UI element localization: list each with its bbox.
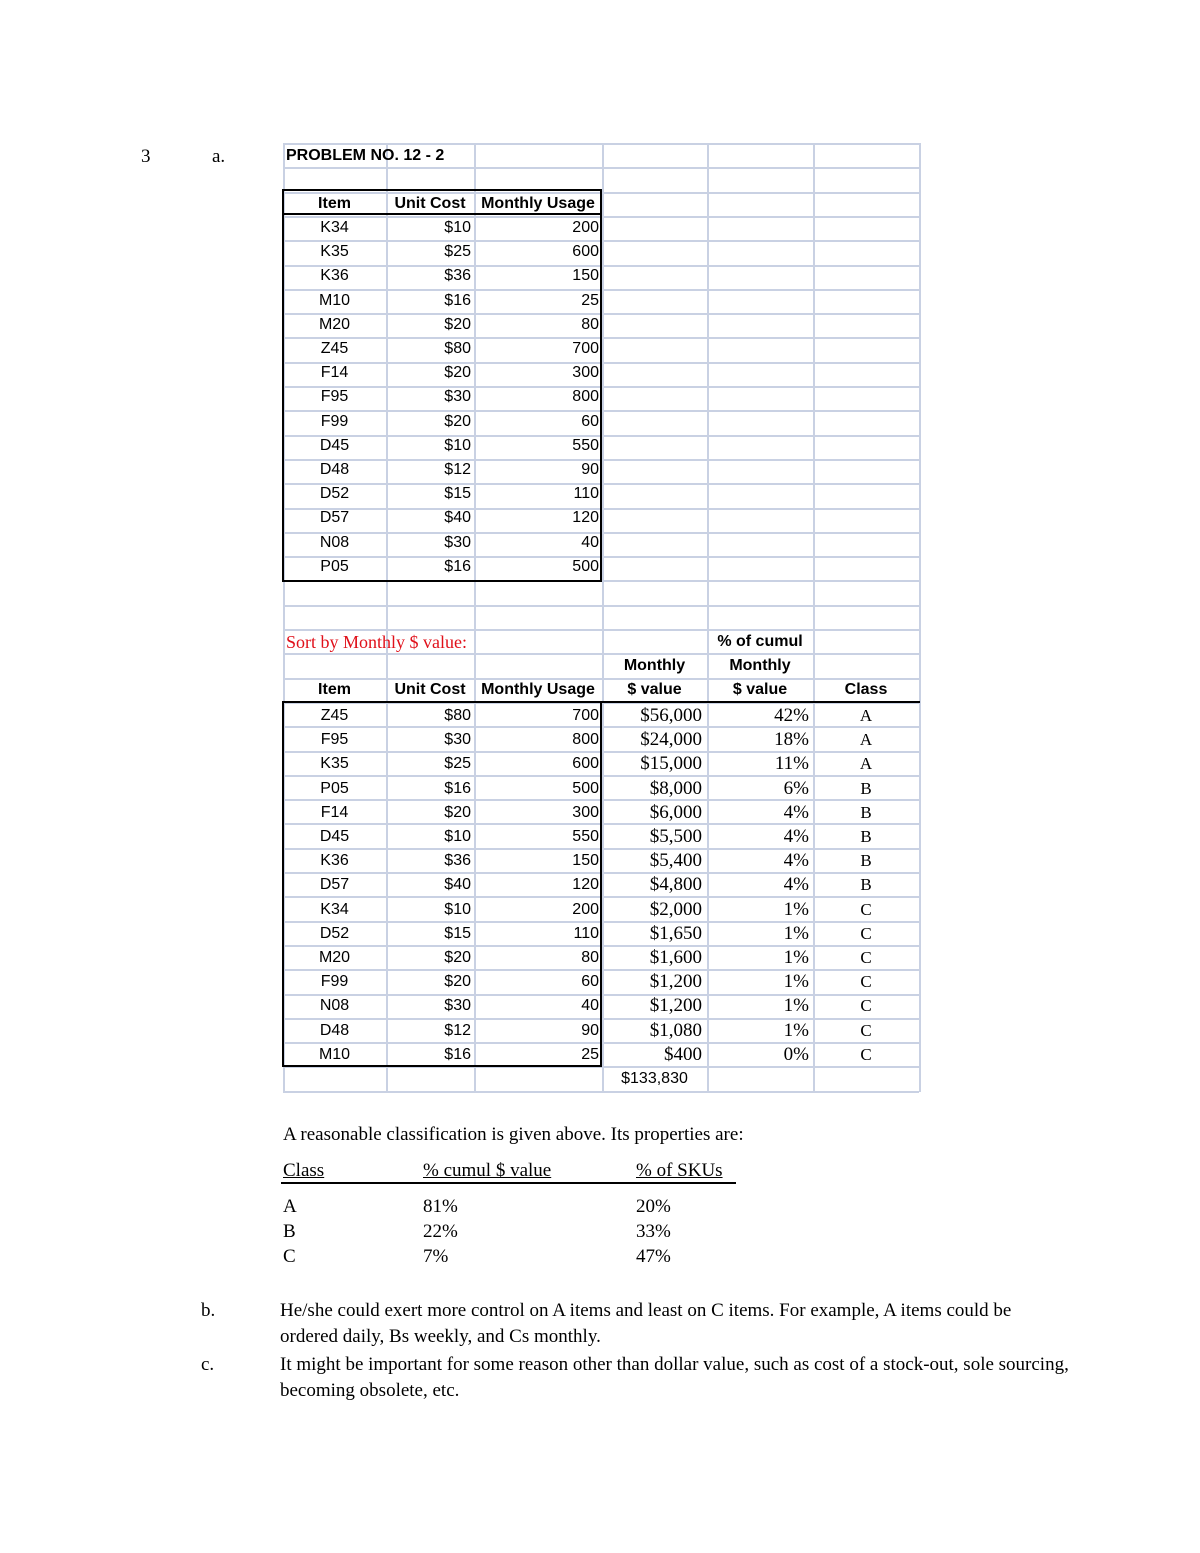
class-cell: C xyxy=(860,972,872,992)
cumul-pct-cell: 1% xyxy=(783,898,809,920)
item-cell: M10 xyxy=(318,291,351,309)
unit-cost-cell: $20 xyxy=(444,364,471,382)
summary-header-class: Class xyxy=(283,1160,325,1181)
usage-cell: 90 xyxy=(581,461,599,478)
usage-cell: 40 xyxy=(581,533,599,551)
header-item: Item xyxy=(318,195,351,212)
sorted-unit-cost-cell: $20 xyxy=(444,973,471,991)
sorted-usage-cell: 150 xyxy=(572,852,599,870)
summary-skus: 20% xyxy=(636,1196,671,1217)
header-class: Class xyxy=(844,681,888,698)
sorted-unit-cost-cell: $25 xyxy=(444,755,471,773)
class-cell: C xyxy=(860,1020,872,1040)
class-cell: A xyxy=(859,706,873,725)
cumul-pct-cell: 1% xyxy=(783,995,809,1017)
class-cell: A xyxy=(859,754,873,774)
sorted-unit-cost-cell: $12 xyxy=(444,1021,471,1039)
usage-cell: 25 xyxy=(581,291,599,309)
item-cell: F95 xyxy=(320,388,349,406)
cumul-pct-cell: 1% xyxy=(783,1019,809,1041)
sorted-unit-cost-cell: $80 xyxy=(444,707,471,724)
item-cell: F99 xyxy=(320,412,349,430)
cumul-pct-cell: 6% xyxy=(783,777,809,799)
sorted-item-cell: K34 xyxy=(320,900,349,918)
header-pct-line1: % of cumul xyxy=(717,633,803,650)
sorted-item-cell: K35 xyxy=(320,755,349,773)
summary-class: C xyxy=(283,1246,296,1267)
sorted-unit-cost-cell: $36 xyxy=(444,852,471,870)
summary-class: A xyxy=(283,1196,297,1217)
monthly-value-cell: $5,400 xyxy=(649,850,702,872)
usage-cell: 120 xyxy=(572,509,599,527)
unit-cost-cell: $30 xyxy=(444,388,471,406)
cumul-pct-cell: 1% xyxy=(783,922,809,944)
item-cell: Z45 xyxy=(320,340,349,357)
summary-cumul: 7% xyxy=(423,1246,449,1267)
usage-cell: 800 xyxy=(572,388,599,406)
part-b-label: b. xyxy=(201,1300,216,1321)
class-cell: B xyxy=(860,778,872,798)
summary-class: B xyxy=(283,1221,296,1242)
summary-cumul: 22% xyxy=(423,1221,458,1242)
sorted-header-unit-cost: Unit Cost xyxy=(394,681,466,698)
sorted-unit-cost-cell: $10 xyxy=(444,828,471,845)
item-cell: K36 xyxy=(320,267,349,285)
cumul-pct-cell: 0% xyxy=(783,1043,809,1065)
cumul-pct-cell: 11% xyxy=(774,753,809,775)
sorted-header-item: Item xyxy=(318,681,351,698)
monthly-value-cell: $15,000 xyxy=(640,753,702,775)
unit-cost-cell: $20 xyxy=(444,412,471,430)
header-pct-line3: $ value xyxy=(732,681,788,698)
summary-header-cumul: % cumul $ value xyxy=(423,1160,552,1181)
item-cell: F14 xyxy=(320,364,349,382)
class-cell: B xyxy=(860,851,872,871)
monthly-value-cell: $1,650 xyxy=(649,922,702,944)
usage-cell: 200 xyxy=(572,219,599,236)
item-cell: D52 xyxy=(319,485,350,503)
header-monthly-usage: Monthly Usage xyxy=(481,195,595,212)
class-cell: A xyxy=(859,730,873,750)
sorted-usage-cell: 80 xyxy=(581,949,599,966)
cumul-pct-cell: 4% xyxy=(783,850,809,872)
unit-cost-cell: $20 xyxy=(444,315,471,333)
sorted-item-cell: Z45 xyxy=(320,707,349,724)
unit-cost-cell: $16 xyxy=(444,557,471,575)
monthly-value-cell: $5,500 xyxy=(649,826,702,847)
class-cell: C xyxy=(860,899,872,919)
sorted-item-cell: D52 xyxy=(319,924,350,942)
sorted-item-cell: M10 xyxy=(318,1045,351,1063)
cumul-pct-cell: 4% xyxy=(783,826,809,847)
summary-cumul: 81% xyxy=(423,1196,458,1217)
summary-skus: 33% xyxy=(636,1221,671,1242)
unit-cost-cell: $10 xyxy=(444,436,471,454)
monthly-value-cell: $24,000 xyxy=(640,729,702,751)
cumul-pct-cell: 1% xyxy=(783,971,809,993)
header-value-line2: $ value xyxy=(627,681,682,698)
item-cell: D48 xyxy=(319,461,350,478)
usage-cell: 80 xyxy=(581,315,599,333)
sorted-item-cell: F14 xyxy=(320,803,349,821)
gridline-row xyxy=(283,605,919,607)
cumul-pct-cell: 1% xyxy=(783,947,809,968)
unit-cost-cell: $80 xyxy=(444,340,471,357)
unit-cost-cell: $25 xyxy=(444,243,471,261)
class-cell: C xyxy=(860,923,872,943)
cumul-pct-cell: 42% xyxy=(774,705,809,726)
class-cell: B xyxy=(860,875,872,895)
monthly-value-cell: $1,200 xyxy=(649,971,702,993)
monthly-value-cell: $400 xyxy=(664,1043,702,1065)
usage-cell: 300 xyxy=(572,364,599,382)
usage-cell: 500 xyxy=(572,557,599,575)
unit-cost-cell: $16 xyxy=(444,291,471,309)
sorted-unit-cost-cell: $15 xyxy=(444,924,471,942)
part-a-label: a. xyxy=(212,146,226,167)
sorted-unit-cost-cell: $16 xyxy=(444,1045,471,1063)
sorted-item-cell: D57 xyxy=(319,876,350,894)
monthly-value-cell: $1,080 xyxy=(649,1019,702,1041)
sorted-item-cell: M20 xyxy=(318,949,351,966)
cumul-pct-cell: 4% xyxy=(783,801,809,823)
sorted-usage-cell: 25 xyxy=(581,1045,599,1063)
sorted-usage-cell: 700 xyxy=(572,707,599,724)
sorted-usage-cell: 90 xyxy=(581,1021,599,1039)
usage-cell: 600 xyxy=(572,243,599,261)
sorted-usage-cell: 200 xyxy=(572,900,599,918)
header-unit-cost: Unit Cost xyxy=(394,195,466,212)
monthly-value-cell: $1,600 xyxy=(649,947,702,968)
class-cell: B xyxy=(860,802,872,822)
sorted-item-cell: D45 xyxy=(319,828,350,845)
sorted-usage-cell: 800 xyxy=(572,731,599,749)
usage-cell: 700 xyxy=(572,340,599,357)
question-number: 3 xyxy=(141,146,151,167)
sorted-unit-cost-cell: $10 xyxy=(444,900,471,918)
summary-skus: 47% xyxy=(636,1246,671,1267)
answer-c: It might be important for some reason other than dollar value, such as cost of a stock-out, sole sourcing, becoming obsolete, etc. xyxy=(280,1354,1069,1401)
monthly-value-cell: $1,200 xyxy=(649,995,702,1017)
class-cell: C xyxy=(860,1044,872,1064)
sorted-usage-cell: 120 xyxy=(572,876,599,894)
sort-label: Sort by Monthly $ value: xyxy=(286,632,467,652)
sheet-title: PROBLEM NO. 12 - 2 xyxy=(286,147,445,164)
usage-cell: 150 xyxy=(572,267,599,285)
unit-cost-cell: $10 xyxy=(444,219,471,236)
total-value: $133,830 xyxy=(621,1070,688,1087)
unit-cost-cell: $12 xyxy=(444,461,471,478)
spreadsheet xyxy=(283,143,919,1092)
sorted-header-monthly-usage: Monthly Usage xyxy=(481,681,595,698)
usage-cell: 60 xyxy=(581,412,599,430)
class-cell: C xyxy=(860,996,872,1016)
sorted-unit-cost-cell: $30 xyxy=(444,731,471,749)
sorted-item-cell: F95 xyxy=(320,731,349,749)
answer-b: He/she could exert more control on A items and least on C items. For example, A items could be ordered daily, Bs weekly, and Cs monthly. xyxy=(280,1300,1012,1347)
sorted-usage-cell: 550 xyxy=(572,828,599,845)
header-pct-line2: Monthly xyxy=(729,657,791,674)
sorted-usage-cell: 60 xyxy=(581,973,599,991)
gridline-row xyxy=(283,1091,919,1093)
sorted-item-cell: D48 xyxy=(319,1021,350,1039)
monthly-value-cell: $8,000 xyxy=(649,777,702,799)
sorted-item-cell: N08 xyxy=(319,997,350,1015)
item-cell: N08 xyxy=(319,533,350,551)
monthly-value-cell: $2,000 xyxy=(649,898,702,920)
item-cell: K34 xyxy=(320,219,349,236)
sorted-usage-cell: 300 xyxy=(572,803,599,821)
item-cell: D57 xyxy=(319,509,350,527)
monthly-value-cell: $56,000 xyxy=(640,705,702,726)
gridline-col xyxy=(919,143,921,1092)
item-cell: M20 xyxy=(318,315,351,333)
cumul-pct-cell: 4% xyxy=(783,874,809,896)
usage-cell: 110 xyxy=(573,485,599,503)
sorted-unit-cost-cell: $30 xyxy=(444,997,471,1015)
unit-cost-cell: $36 xyxy=(444,267,471,285)
unit-cost-cell: $15 xyxy=(444,485,471,503)
summary-intro: A reasonable classification is given above. Its properties are: xyxy=(283,1124,744,1145)
summary-header-skus: % of SKUs xyxy=(636,1160,723,1181)
unit-cost-cell: $40 xyxy=(444,509,471,527)
header-value-line1: Monthly xyxy=(623,657,686,674)
sorted-unit-cost-cell: $40 xyxy=(444,876,471,894)
monthly-value-cell: $6,000 xyxy=(649,801,702,823)
sorted-usage-cell: 40 xyxy=(581,997,599,1015)
sorted-usage-cell: 500 xyxy=(572,779,599,797)
class-cell: C xyxy=(860,948,872,967)
sorted-unit-cost-cell: $20 xyxy=(444,803,471,821)
cumul-pct-cell: 18% xyxy=(774,729,809,751)
sorted-item-cell: F99 xyxy=(320,973,349,991)
item-cell: K35 xyxy=(320,243,349,261)
class-cell: B xyxy=(860,827,872,846)
sorted-item-cell: P05 xyxy=(320,779,349,797)
sorted-usage-cell: 110 xyxy=(573,924,599,942)
sorted-item-cell: K36 xyxy=(320,852,349,870)
unit-cost-cell: $30 xyxy=(444,533,471,551)
part-c-label: c. xyxy=(201,1354,215,1375)
summary-header-rule xyxy=(281,1182,736,1184)
monthly-value-cell: $4,800 xyxy=(649,874,702,896)
usage-cell: 550 xyxy=(572,436,599,454)
sorted-usage-cell: 600 xyxy=(572,755,599,773)
sorted-unit-cost-cell: $16 xyxy=(444,779,471,797)
sorted-unit-cost-cell: $20 xyxy=(444,949,471,966)
item-cell: D45 xyxy=(319,436,350,454)
item-cell: P05 xyxy=(320,557,349,575)
